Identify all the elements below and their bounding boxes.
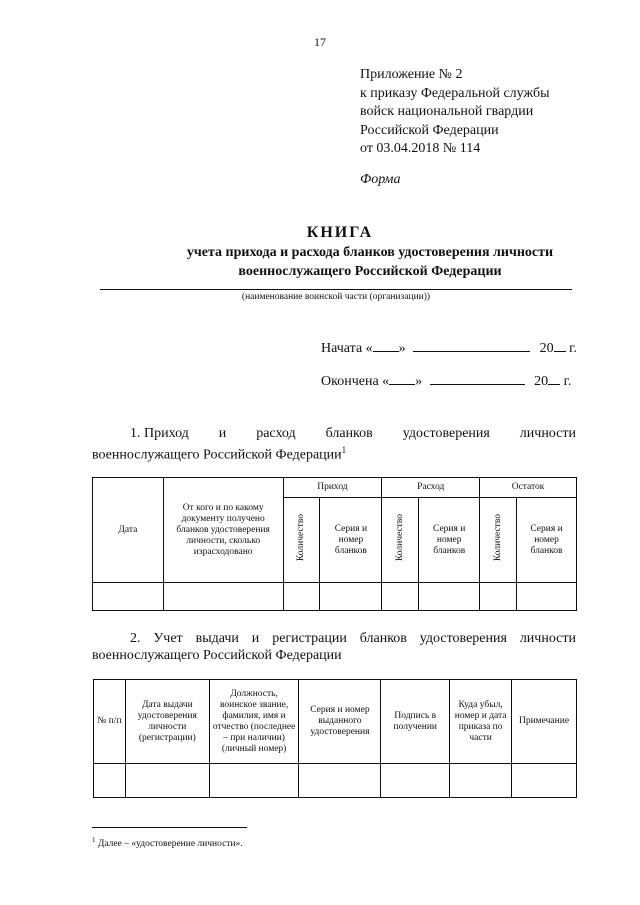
finished-date-line: Окончена « » 20 г. <box>321 374 572 389</box>
document-title: КНИГА <box>306 224 374 241</box>
form-label: Форма <box>360 172 401 187</box>
unit-name-caption: (наименование воинской части (организации)) <box>241 292 431 302</box>
header-expense: Расход <box>382 478 480 498</box>
year-prefix: 20 <box>539 341 554 356</box>
header-date: Дата <box>93 478 164 583</box>
subtitle-line: учета прихода и расхода бланков удостоверения личности <box>186 245 554 260</box>
header-series: Серия и номер бланков <box>517 498 577 583</box>
header-source: От кого и по какому документу получено бланков удостоверения личности, сколько израсходовано <box>163 478 283 583</box>
section-1-heading: 1. Приход и расход бланков удостоверения личности военнослужащего Российской Федерации$^1$ <box>92 426 576 463</box>
unit-name-line <box>100 289 572 290</box>
header-quantity: Количество <box>296 514 306 562</box>
document-subtitle <box>60 243 640 281</box>
header-issue-date: Дата выдачи удостоверения личности (регистрации) <box>125 680 209 764</box>
header-quantity: Количество <box>492 514 503 562</box>
appendix-line: от 03.04.2018 № 114 <box>360 141 481 156</box>
subtitle-line: военнослужащего Российской Федерации <box>238 264 502 279</box>
year-blank <box>548 373 560 385</box>
table-row <box>94 764 577 798</box>
footnote: $^1$ Далее – «удостоверение личности». <box>92 836 243 850</box>
header-departure: Куда убыл, номер и дата приказа по части <box>450 680 512 764</box>
section-2-heading: 2. Учет выдачи и регистрации бланков удостоверения личности военнослужащего Российской Федерации <box>92 631 576 663</box>
header-series-number: Серия и номер выданного удостоверения <box>299 680 381 764</box>
month-blank <box>430 373 525 385</box>
appendix-line: Приложение № 2 <box>360 67 463 82</box>
day-blank <box>373 340 399 352</box>
table-row <box>93 583 577 611</box>
header-recipient: Должность, воинское звание, фамилия, имя и отчество (последнее – при наличии) (личный номер) <box>209 680 299 764</box>
issuance-register-table <box>93 679 577 798</box>
header-income: Приход <box>283 478 382 498</box>
header-signature: Подпись в получении <box>381 680 450 764</box>
header-series: Серия и номер бланков <box>419 498 480 583</box>
started-date-line: Начата « » 20 г. <box>321 341 577 356</box>
month-blank <box>413 340 530 352</box>
footnote-ref: 1 <box>341 445 347 455</box>
appendix-line: к приказу Федеральной службы <box>360 85 550 101</box>
page-number: 17 <box>314 35 326 49</box>
header-balance: Остаток <box>480 478 577 498</box>
header-number: № п/п <box>94 680 126 764</box>
footnote-separator <box>92 827 247 828</box>
header-series: Серия и номер бланков <box>320 498 382 583</box>
finished-label: Окончена « <box>321 374 390 389</box>
year-prefix: 20 <box>534 374 549 389</box>
started-label: Начата « <box>321 341 373 356</box>
header-quantity: Количество <box>394 514 405 562</box>
appendix-line: Российской Федерации <box>360 122 499 138</box>
year-blank <box>554 340 566 352</box>
day-blank <box>389 373 415 385</box>
income-expense-table <box>92 477 577 611</box>
appendix-line: войск национальной гвардии <box>360 104 534 119</box>
header-note: Примечание <box>512 680 577 764</box>
appendix-block <box>360 66 610 159</box>
